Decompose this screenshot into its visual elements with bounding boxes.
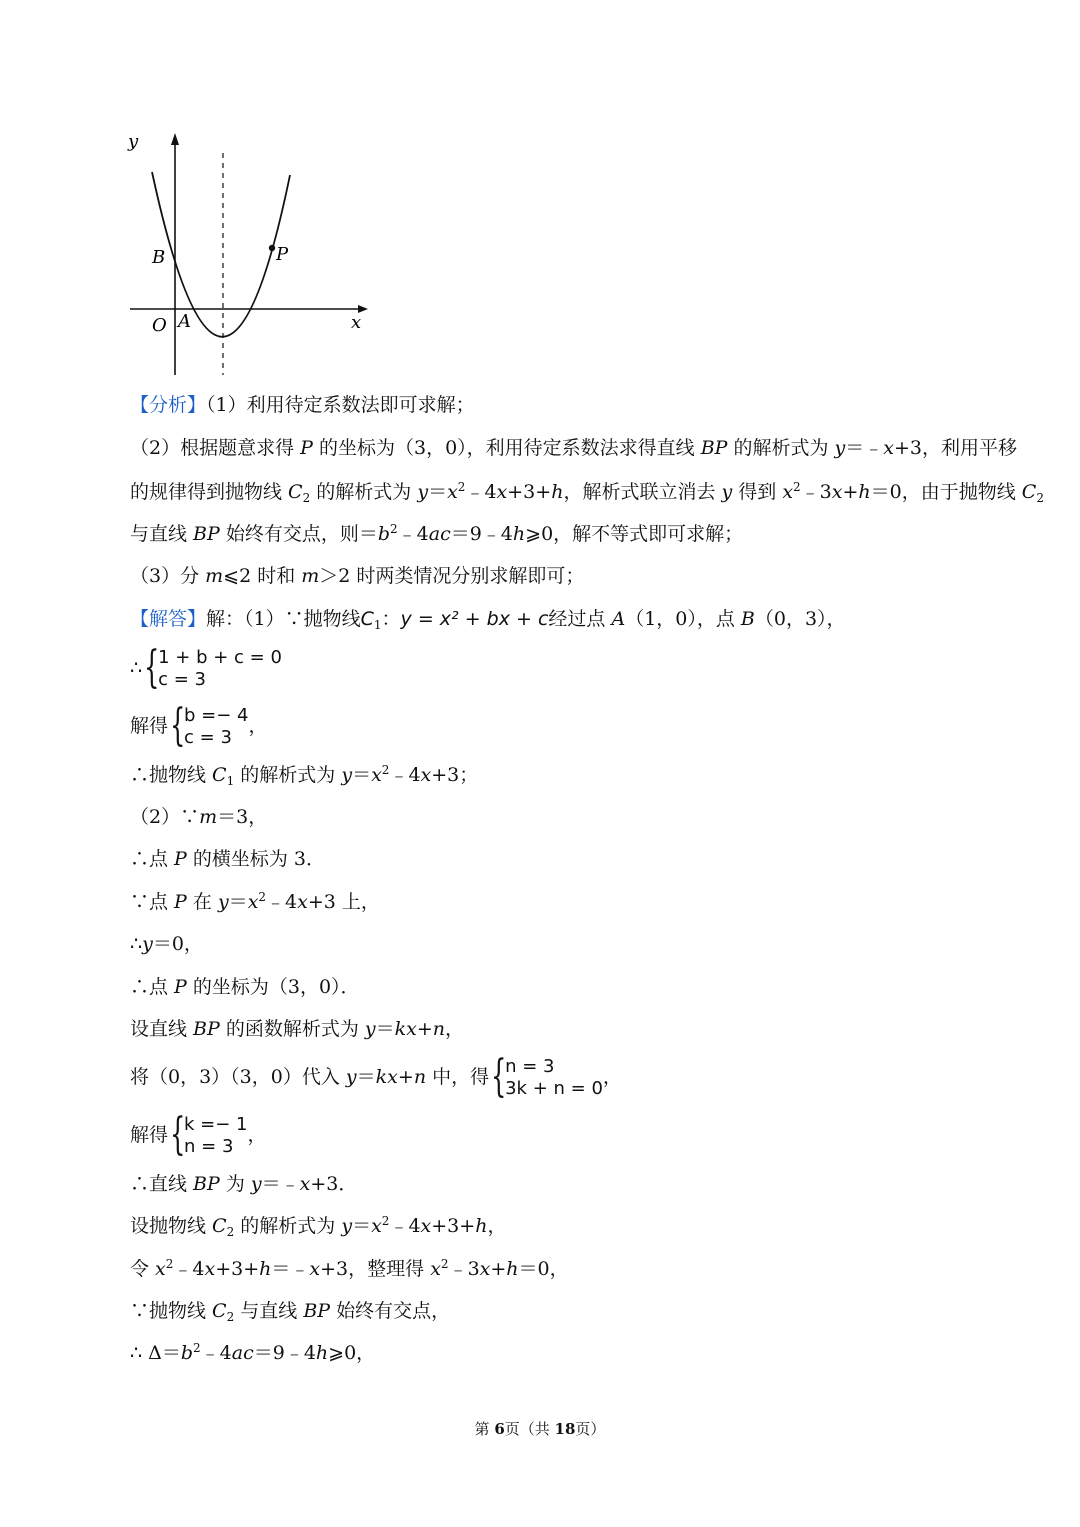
parabola-figure (120, 125, 370, 380)
answer-line-9: ∴点 P 的坐标为（3，0）． (130, 976, 360, 998)
page-footer: 第 6页（共 18页） (474, 1420, 606, 1438)
answer-line-6: ∴点 P 的横坐标为 3． (130, 848, 326, 870)
parabola-curve (152, 172, 290, 337)
page-number: 6 (494, 1420, 505, 1438)
system-4: 解得 { k =− 1 n = 3 ， (130, 1109, 267, 1160)
analysis-line-1: 【分析】（1）利用待定系数法即可求解； (130, 394, 475, 416)
point-p-label: P (276, 244, 289, 265)
answer-tag: 【解答】 (130, 608, 207, 630)
analysis-line-5: （3）分 m⩽2 时和 m＞2 时两类情况分别求解即可； (130, 565, 585, 587)
analysis-line-4: 与直线 BP 始终有交点，则$=b^2﹣4ac=9﹣4h⩾0$，解不等式即可求解； (130, 522, 744, 545)
answer-line-15: 设抛物线 $C_2$ 的解析式为 $y=x^2﹣4x+3+h$， (130, 1214, 507, 1239)
answer-line-17: ∵抛物线 $C_2$ 与直线 BP 始终有交点， (130, 1300, 451, 1324)
point-a-label: A (178, 311, 191, 332)
analysis-line-3: 的规律得到抛物线 $C_2$ 的解析式为 $y=x^2﹣4x+3+h$，解析式联立消去 y 得到 $x^2﹣3x+h=0$，由于抛物线 $C_2$ (130, 480, 1044, 505)
answer-line-16: 令 $x^2﹣4x+3+h=﹣x+3$，整理得 $x^2﹣3x+h=0$， (130, 1257, 569, 1280)
analysis-line-2: （2）根据题意求得 P 的坐标为（3，0），利用待定系数法求得直线 BP 的解析式为 y＝﹣x+3，利用平移 (130, 437, 1018, 459)
analysis-tag: 【分析】 (130, 394, 207, 416)
answer-line-5: （2）∵m＝3， (130, 806, 268, 828)
answer-line-7: ∵点 P 在 $y=x^2﹣4x+3$ 上， (130, 890, 380, 913)
system-1: ∴ { 1 + b + c = 0 c = 3 (130, 642, 282, 693)
y-axis-arrow (171, 133, 179, 145)
point-p-dot (269, 245, 275, 251)
answer-line-1: 【解答】解：（1）∵抛物线$C_1$：y = x² + bx + c经过点 A（1，0），点 B（0，3）， (130, 608, 846, 632)
y-label: y (128, 131, 139, 152)
system-2: 解得 { b =− 4 c = 3 ， (130, 700, 268, 751)
answer-line-8: ∴y＝0， (130, 933, 203, 955)
x-label: x (351, 312, 362, 333)
answer-line-18: ∴ $\Delta=b^2﹣4ac=9﹣4h⩾0$， (130, 1341, 376, 1364)
answer-line-14: ∴直线 BP 为 y＝﹣x+3． (130, 1173, 358, 1195)
system-3: 将（0，3）（3，0）代入 y＝kx+n 中，得 { n = 3 3k + n = 0 ， (130, 1051, 622, 1102)
answer-line-10: 设直线 BP 的函数解析式为 y＝kx+n， (130, 1018, 465, 1040)
total-pages: 18 (554, 1420, 576, 1438)
answer-line-4: ∴抛物线 $C_1$ 的解析式为 $y=x^2﹣4x+3$； (130, 763, 479, 788)
point-b-label: B (152, 247, 166, 268)
origin-label: O (152, 315, 167, 336)
